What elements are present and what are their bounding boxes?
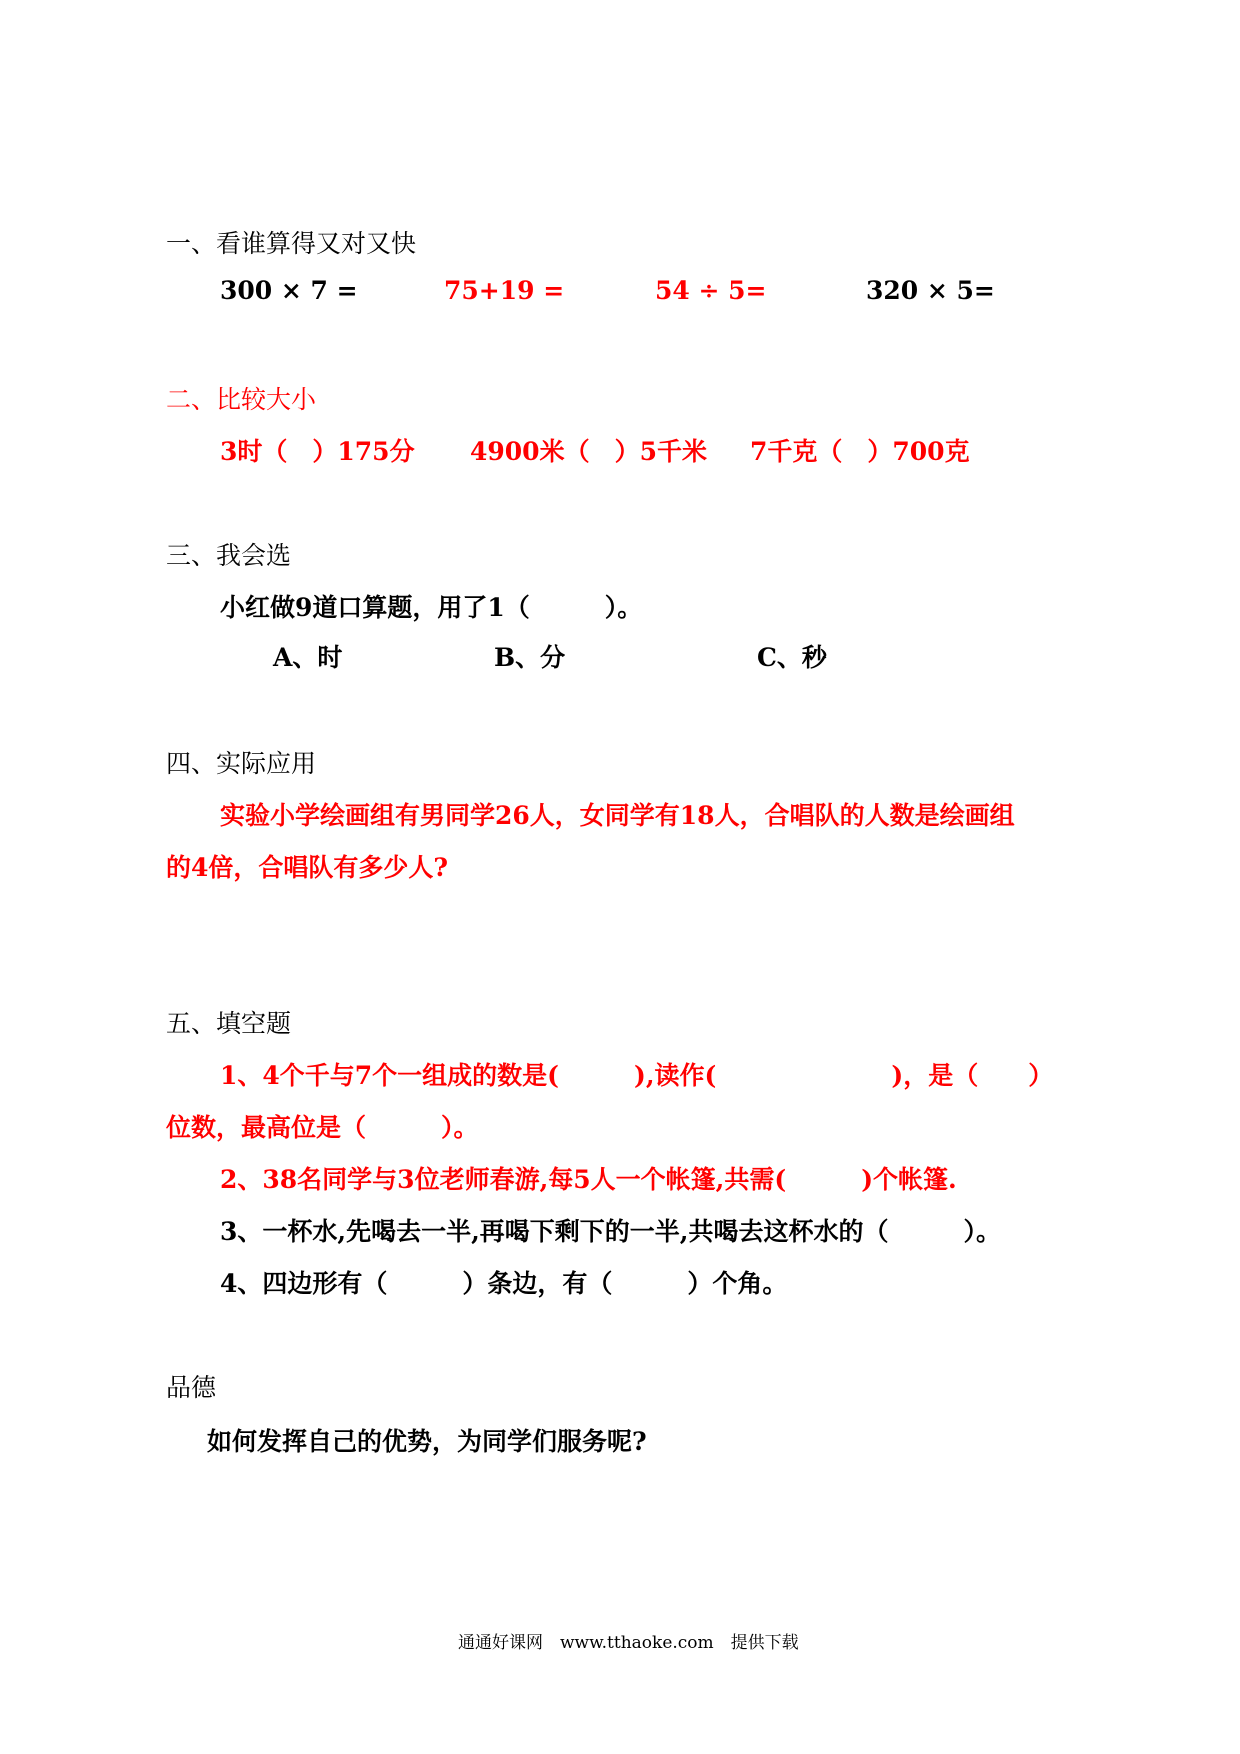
section-3-heading: 三、我会选 [166,541,292,570]
word-problem-line-2: 的4倍，合唱队有多少人? [166,853,449,882]
calc-problem-3: 54 ÷ 5= [655,276,767,305]
footer-credit: 通通好课网 www.tthaoke.com 提供下载 [458,1633,799,1653]
section-2-heading: 二、比较大小 [166,385,317,414]
compare-item-2: 4900米（ ）5千米 [470,437,707,466]
morality-question: 如何发挥自己的优势，为同学们服务呢? [207,1427,647,1456]
section-1-heading: 一、看谁算得又对又快 [166,229,417,258]
compare-item-3: 7千克（ ）700克 [750,437,970,466]
calc-problem-1: 300 × 7 = [220,276,358,305]
section-5-heading: 五、填空题 [166,1009,292,1038]
fill-q1-line-2: 位数，最高位是（ ）。 [166,1113,479,1142]
word-problem-line-1: 实验小学绘画组有男同学26人，女同学有18人，合唱队的人数是绘画组 [220,801,1015,830]
choice-question: 小红做9道口算题，用了1（ ）。 [220,593,643,622]
section-4-heading: 四、实际应用 [166,749,317,778]
calc-problem-4: 320 × 5= [866,276,995,305]
compare-item-1: 3时（ ）175分 [220,437,415,466]
calc-problem-2: 75+19 = [444,276,565,305]
fill-q4: 4、四边形有（ ）条边，有（ ）个角。 [220,1269,788,1298]
fill-q3: 3、一杯水,先喝去一半,再喝下剩下的一半,共喝去这杯水的（ ）。 [220,1217,1002,1246]
choice-option-c: C、秒 [757,643,827,672]
section-6-heading: 品德 [166,1373,217,1402]
fill-q1-line-1: 1、4个千与7个一组成的数是( ),读作( )，是（ ） [220,1061,1054,1090]
fill-q2: 2、38名同学与3位老师春游,每5人一个帐篷,共需( )个帐篷. [220,1165,957,1194]
choice-option-b: B、分 [494,643,566,672]
choice-option-a: A、时 [273,643,343,672]
